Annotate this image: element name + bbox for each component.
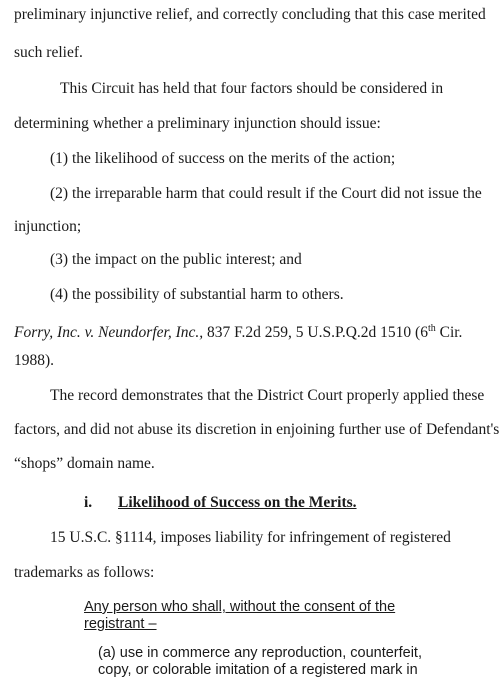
paragraph-line: preliminary injunctive relief, and correctly concluding that this case merited — [14, 6, 486, 23]
citation-year: 1988). — [14, 352, 55, 369]
paragraph-line: trademarks as follows: — [14, 564, 155, 581]
factor-item: (3) the impact on the public interest; and — [50, 251, 302, 268]
paragraph-line: 15 U.S.C. §1114, imposes liability for infringement of registered — [50, 529, 451, 546]
citation-superscript: th — [427, 323, 436, 334]
block-quote-item: (a) use in commerce any reproduction, counterfeit, — [98, 645, 422, 661]
case-citation — [14, 320, 462, 342]
paragraph-line: This Circuit has held that four factors should be considered in — [60, 80, 444, 97]
citation-text: 837 F.2d 259, 5 U.S.P.Q.2d 1510 (6 — [207, 324, 428, 342]
block-quote-line: Any person who shall, without the consent of the — [84, 599, 396, 615]
factor-item: (1) the likelihood of success on the merits of the action; — [50, 150, 396, 167]
factor-item-continued: injunction; — [14, 218, 82, 235]
paragraph-line: such relief. — [14, 44, 83, 61]
paragraph-line: The record demonstrates that the District Court properly applied these — [50, 387, 485, 404]
citation-end: Cir. — [435, 324, 463, 342]
block-quote-line: registrant – — [84, 616, 157, 632]
paragraph-line: determining whether a preliminary injunction should issue: — [14, 115, 381, 132]
factor-item: (4) the possibility of substantial harm to others. — [50, 286, 344, 303]
factor-item: (2) the irreparable harm that could result if the Court did not issue the — [50, 185, 482, 202]
section-number: i. — [84, 494, 93, 511]
paragraph-line: “shops” domain name. — [14, 455, 155, 472]
section-title: Likelihood of Success on the Merits. — [118, 494, 357, 511]
block-quote-item: copy, or colorable imitation of a registered mark in — [98, 662, 418, 678]
paragraph-line: factors, and did not abuse its discretion in enjoining further use of Defendant's — [14, 421, 500, 438]
section-heading — [84, 494, 357, 512]
case-name: Forry, Inc. v. Neundorfer, Inc., — [14, 324, 204, 342]
